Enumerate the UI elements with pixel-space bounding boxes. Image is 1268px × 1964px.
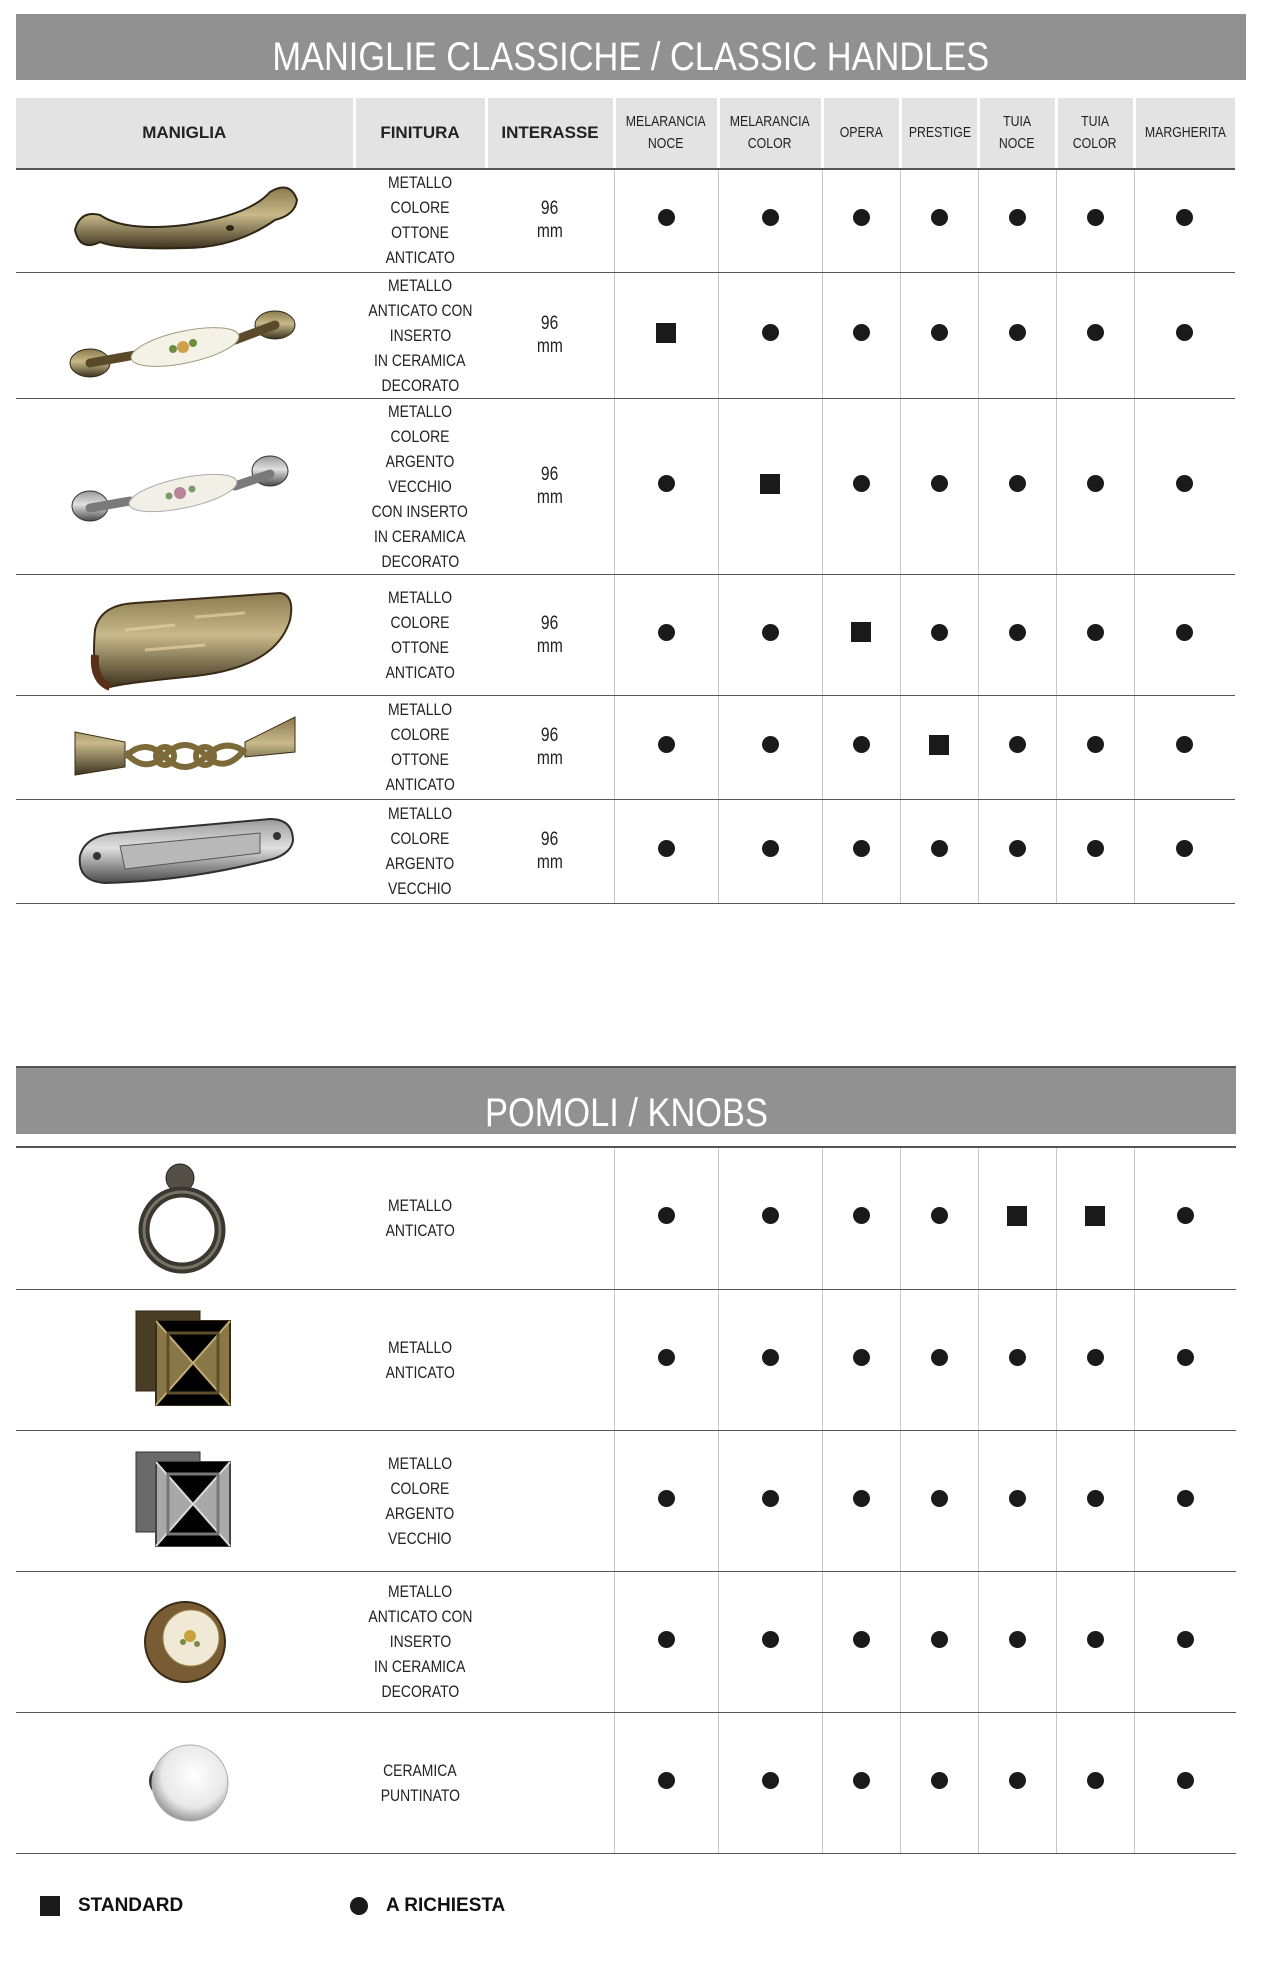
on-request-dot-icon <box>1009 475 1026 492</box>
dot-icon <box>350 1897 368 1915</box>
on-request-dot-icon <box>762 1349 779 1366</box>
handle-availability-cell <box>978 799 1056 903</box>
knob-interasse-empty <box>486 1430 614 1571</box>
on-request-dot-icon <box>853 209 870 226</box>
on-request-dot-icon <box>762 1631 779 1648</box>
handle-thumbnail <box>65 285 305 385</box>
handle-availability-cell <box>718 695 822 799</box>
handle-image <box>16 574 354 695</box>
handle-finish: METALLO COLORE OTTONE ANTICATO <box>354 695 486 799</box>
on-request-dot-icon <box>762 324 779 341</box>
handle-thumbnail <box>65 170 305 270</box>
on-request-dot-icon <box>931 475 948 492</box>
on-request-dot-icon <box>1009 624 1026 641</box>
knobs-section-title: POMOLI / KNOBS <box>484 1091 768 1135</box>
standard-square-icon <box>929 735 949 755</box>
on-request-dot-icon <box>1176 475 1193 492</box>
on-request-dot-icon <box>1009 840 1026 857</box>
handle-row <box>16 799 1235 903</box>
on-request-dot-icon <box>931 1490 948 1507</box>
knob-availability-cell <box>1134 1712 1236 1853</box>
on-request-dot-icon <box>762 840 779 857</box>
handle-availability-cell <box>1056 398 1134 574</box>
on-request-dot-icon <box>931 1772 948 1789</box>
knob-availability-cell <box>614 1148 718 1289</box>
handle-availability-cell <box>718 574 822 695</box>
handle-finish: METALLO COLORE ARGENTO VECCHIO <box>354 799 486 903</box>
on-request-dot-icon <box>1087 1349 1104 1366</box>
knob-availability-cell <box>718 1430 822 1571</box>
on-request-dot-icon <box>931 840 948 857</box>
handle-thumbnail <box>65 801 305 901</box>
handle-row <box>16 695 1235 799</box>
knob-row <box>16 1430 1236 1571</box>
on-request-dot-icon <box>762 736 779 753</box>
on-request-dot-icon <box>853 1349 870 1366</box>
knob-interasse-empty <box>486 1571 614 1712</box>
handle-availability-cell <box>718 168 822 272</box>
on-request-dot-icon <box>853 1631 870 1648</box>
knob-row <box>16 1148 1236 1289</box>
knob-availability-cell <box>822 1712 900 1853</box>
handle-availability-cell <box>900 168 978 272</box>
on-request-dot-icon <box>762 624 779 641</box>
handle-availability-cell <box>1056 574 1134 695</box>
on-request-dot-icon <box>931 324 948 341</box>
handle-interasse: 96 mm <box>486 574 614 695</box>
header-prestige: PRESTIGE <box>900 98 978 168</box>
legend-standard <box>40 1895 183 1917</box>
knob-availability-cell <box>718 1148 822 1289</box>
knob-image <box>16 1712 354 1853</box>
knob-availability-cell <box>822 1571 900 1712</box>
handle-availability-cell <box>900 799 978 903</box>
on-request-dot-icon <box>658 209 675 226</box>
knob-interasse-empty <box>486 1712 614 1853</box>
handle-availability-cell <box>900 695 978 799</box>
handles-section-title: MANIGLIE CLASSICHE / CLASSIC HANDLES <box>272 35 990 79</box>
header-tuia-color: TUIA COLOR <box>1056 98 1134 168</box>
handle-row <box>16 398 1235 574</box>
knob-availability-cell <box>822 1289 900 1430</box>
handles-header-divider <box>16 168 1235 170</box>
on-request-dot-icon <box>1177 1490 1194 1507</box>
knob-availability-cell <box>900 1148 978 1289</box>
handle-availability-cell <box>1056 168 1134 272</box>
on-request-dot-icon <box>1087 324 1104 341</box>
on-request-dot-icon <box>658 1772 675 1789</box>
handle-image <box>16 398 354 574</box>
on-request-dot-icon <box>658 840 675 857</box>
knob-availability-cell <box>1134 1148 1236 1289</box>
handle-availability-cell <box>978 695 1056 799</box>
standard-square-icon <box>1007 1206 1027 1226</box>
knob-availability-cell <box>978 1430 1056 1571</box>
knob-availability-cell <box>718 1571 822 1712</box>
on-request-dot-icon <box>1087 840 1104 857</box>
on-request-dot-icon <box>1009 1490 1026 1507</box>
handle-availability-cell <box>614 272 718 398</box>
knob-availability-cell <box>1056 1712 1134 1853</box>
knob-finish: METALLO ANTICATO <box>354 1148 486 1289</box>
handle-finish: METALLO COLORE ARGENTO VECCHIO CON INSERTO IN CERAMICA DECORATO <box>354 398 486 574</box>
handle-availability-cell <box>822 574 900 695</box>
handle-availability-cell <box>614 398 718 574</box>
handle-availability-cell <box>978 272 1056 398</box>
knob-row <box>16 1571 1236 1712</box>
knob-availability-cell <box>822 1430 900 1571</box>
handle-availability-cell <box>718 799 822 903</box>
on-request-dot-icon <box>658 1349 675 1366</box>
handle-row <box>16 168 1235 272</box>
handle-thumbnail <box>65 575 305 695</box>
knobs-table <box>16 1148 1236 1854</box>
handle-availability-cell <box>900 398 978 574</box>
knob-availability-cell <box>1056 1571 1134 1712</box>
header-tuia-noce: TUIA NOCE <box>978 98 1056 168</box>
on-request-dot-icon <box>853 840 870 857</box>
knob-row <box>16 1712 1236 1853</box>
handle-finish: METALLO COLORE OTTONE ANTICATO <box>354 168 486 272</box>
knob-availability-cell <box>978 1148 1056 1289</box>
on-request-dot-icon <box>1009 736 1026 753</box>
handle-thumbnail <box>65 436 305 536</box>
knob-availability-cell <box>718 1712 822 1853</box>
on-request-dot-icon <box>1087 1631 1104 1648</box>
on-request-dot-icon <box>931 1349 948 1366</box>
on-request-dot-icon <box>1009 1631 1026 1648</box>
handle-finish: METALLO ANTICATO CON INSERTO IN CERAMICA DECORATO <box>354 272 486 398</box>
on-request-dot-icon <box>1177 1772 1194 1789</box>
knob-availability-cell <box>614 1712 718 1853</box>
on-request-dot-icon <box>1177 1349 1194 1366</box>
handle-interasse: 96 mm <box>486 398 614 574</box>
on-request-dot-icon <box>1176 624 1193 641</box>
standard-square-icon <box>1085 1206 1105 1226</box>
knob-image <box>16 1289 354 1430</box>
handle-image <box>16 168 354 272</box>
on-request-dot-icon <box>658 475 675 492</box>
on-request-dot-icon <box>658 1490 675 1507</box>
on-request-dot-icon <box>853 475 870 492</box>
legend-standard-label: STANDARD <box>78 1895 184 1916</box>
handle-interasse: 96 mm <box>486 272 614 398</box>
knob-image <box>16 1430 354 1571</box>
knob-finish: METALLO ANTICATO <box>354 1289 486 1430</box>
header-finitura: FINITURA <box>354 98 486 168</box>
knob-availability-cell <box>718 1289 822 1430</box>
handle-interasse: 96 mm <box>486 168 614 272</box>
handle-availability-cell <box>1056 695 1134 799</box>
handle-availability-cell <box>1134 695 1235 799</box>
handle-availability-cell <box>900 574 978 695</box>
knob-availability-cell <box>978 1289 1056 1430</box>
knob-availability-cell <box>1056 1289 1134 1430</box>
on-request-dot-icon <box>853 1772 870 1789</box>
handle-availability-cell <box>614 799 718 903</box>
handle-image <box>16 695 354 799</box>
on-request-dot-icon <box>1087 1490 1104 1507</box>
on-request-dot-icon <box>1176 736 1193 753</box>
on-request-dot-icon <box>1087 475 1104 492</box>
knobs-section-title-band <box>16 1066 1236 1134</box>
on-request-dot-icon <box>931 1207 948 1224</box>
on-request-dot-icon <box>762 1207 779 1224</box>
knob-availability-cell <box>614 1571 718 1712</box>
legend-on-request <box>350 1895 505 1917</box>
on-request-dot-icon <box>658 1631 675 1648</box>
square-icon <box>40 1896 60 1916</box>
knob-thumbnail <box>135 1592 235 1692</box>
handle-availability-cell <box>978 168 1056 272</box>
handle-availability-cell <box>978 398 1056 574</box>
knob-image <box>16 1571 354 1712</box>
on-request-dot-icon <box>658 1207 675 1224</box>
on-request-dot-icon <box>1177 1207 1194 1224</box>
handle-availability-cell <box>1056 799 1134 903</box>
handle-availability-cell <box>1134 799 1235 903</box>
handle-row <box>16 272 1235 398</box>
handle-interasse: 96 mm <box>486 695 614 799</box>
on-request-dot-icon <box>931 624 948 641</box>
on-request-dot-icon <box>1176 209 1193 226</box>
knob-interasse-empty <box>486 1289 614 1430</box>
header-margherita: MARGHERITA <box>1134 98 1235 168</box>
on-request-dot-icon <box>853 1207 870 1224</box>
on-request-dot-icon <box>1087 209 1104 226</box>
handles-header-row <box>16 98 1235 168</box>
handle-interasse: 96 mm <box>486 799 614 903</box>
on-request-dot-icon <box>658 624 675 641</box>
knob-availability-cell <box>1056 1148 1134 1289</box>
handle-availability-cell <box>822 695 900 799</box>
knob-availability-cell <box>1134 1289 1236 1430</box>
knob-availability-cell <box>822 1148 900 1289</box>
handle-availability-cell <box>1134 398 1235 574</box>
handle-row <box>16 574 1235 695</box>
standard-square-icon <box>851 622 871 642</box>
handle-availability-cell <box>900 272 978 398</box>
knob-finish: CERAMICA PUNTINATO <box>354 1712 486 1853</box>
standard-square-icon <box>760 474 780 494</box>
knob-image <box>16 1148 354 1289</box>
handle-availability-cell <box>822 799 900 903</box>
handle-availability-cell <box>614 695 718 799</box>
handle-availability-cell <box>978 574 1056 695</box>
knob-thumbnail <box>130 1446 240 1556</box>
knob-availability-cell <box>900 1712 978 1853</box>
handles-table <box>16 98 1235 904</box>
handle-thumbnail <box>65 697 305 797</box>
on-request-dot-icon <box>853 324 870 341</box>
handle-availability-cell <box>614 168 718 272</box>
on-request-dot-icon <box>762 1490 779 1507</box>
knob-row <box>16 1289 1236 1430</box>
knob-availability-cell <box>900 1289 978 1430</box>
on-request-dot-icon <box>1009 1772 1026 1789</box>
handle-availability-cell <box>822 272 900 398</box>
header-opera: OPERA <box>822 98 900 168</box>
knob-finish: METALLO ANTICATO CON INSERTO IN CERAMICA DECORATO <box>354 1571 486 1712</box>
handle-availability-cell <box>1056 272 1134 398</box>
handle-availability-cell <box>1134 272 1235 398</box>
on-request-dot-icon <box>1087 1772 1104 1789</box>
knob-finish: METALLO COLORE ARGENTO VECCHIO <box>354 1430 486 1571</box>
on-request-dot-icon <box>1176 324 1193 341</box>
knob-interasse-empty <box>486 1148 614 1289</box>
on-request-dot-icon <box>1087 624 1104 641</box>
on-request-dot-icon <box>853 736 870 753</box>
handles-section-title-band <box>16 14 1246 80</box>
knob-availability-cell <box>900 1430 978 1571</box>
standard-square-icon <box>656 323 676 343</box>
knob-thumbnail <box>135 1733 235 1833</box>
on-request-dot-icon <box>853 1490 870 1507</box>
on-request-dot-icon <box>1177 1631 1194 1648</box>
on-request-dot-icon <box>931 1631 948 1648</box>
handle-availability-cell <box>718 398 822 574</box>
knob-availability-cell <box>978 1571 1056 1712</box>
header-interasse: INTERASSE <box>486 98 614 168</box>
on-request-dot-icon <box>1009 1349 1026 1366</box>
handle-availability-cell <box>1134 168 1235 272</box>
on-request-dot-icon <box>762 1772 779 1789</box>
knob-availability-cell <box>614 1430 718 1571</box>
on-request-dot-icon <box>658 736 675 753</box>
on-request-dot-icon <box>1009 209 1026 226</box>
on-request-dot-icon <box>762 209 779 226</box>
knob-availability-cell <box>1134 1571 1236 1712</box>
handle-availability-cell <box>822 398 900 574</box>
handle-image <box>16 272 354 398</box>
knob-availability-cell <box>1134 1430 1236 1571</box>
on-request-dot-icon <box>1087 736 1104 753</box>
handle-availability-cell <box>822 168 900 272</box>
on-request-dot-icon <box>1009 324 1026 341</box>
on-request-dot-icon <box>931 209 948 226</box>
knob-availability-cell <box>978 1712 1056 1853</box>
header-maniglia: MANIGLIA <box>16 98 354 168</box>
header-melarancia-color: MELARANCIA COLOR <box>718 98 822 168</box>
knob-thumbnail <box>130 1158 240 1278</box>
header-melarancia-noce: MELARANCIA NOCE <box>614 98 718 168</box>
knob-availability-cell <box>900 1571 978 1712</box>
legend-on-request-label: A RICHIESTA <box>386 1895 506 1916</box>
on-request-dot-icon <box>1176 840 1193 857</box>
handle-availability-cell <box>718 272 822 398</box>
handle-availability-cell <box>1134 574 1235 695</box>
handle-image <box>16 799 354 903</box>
handle-availability-cell <box>614 574 718 695</box>
knob-thumbnail <box>130 1305 240 1415</box>
knob-availability-cell <box>1056 1430 1134 1571</box>
handle-finish: METALLO COLORE OTTONE ANTICATO <box>354 574 486 695</box>
knob-availability-cell <box>614 1289 718 1430</box>
